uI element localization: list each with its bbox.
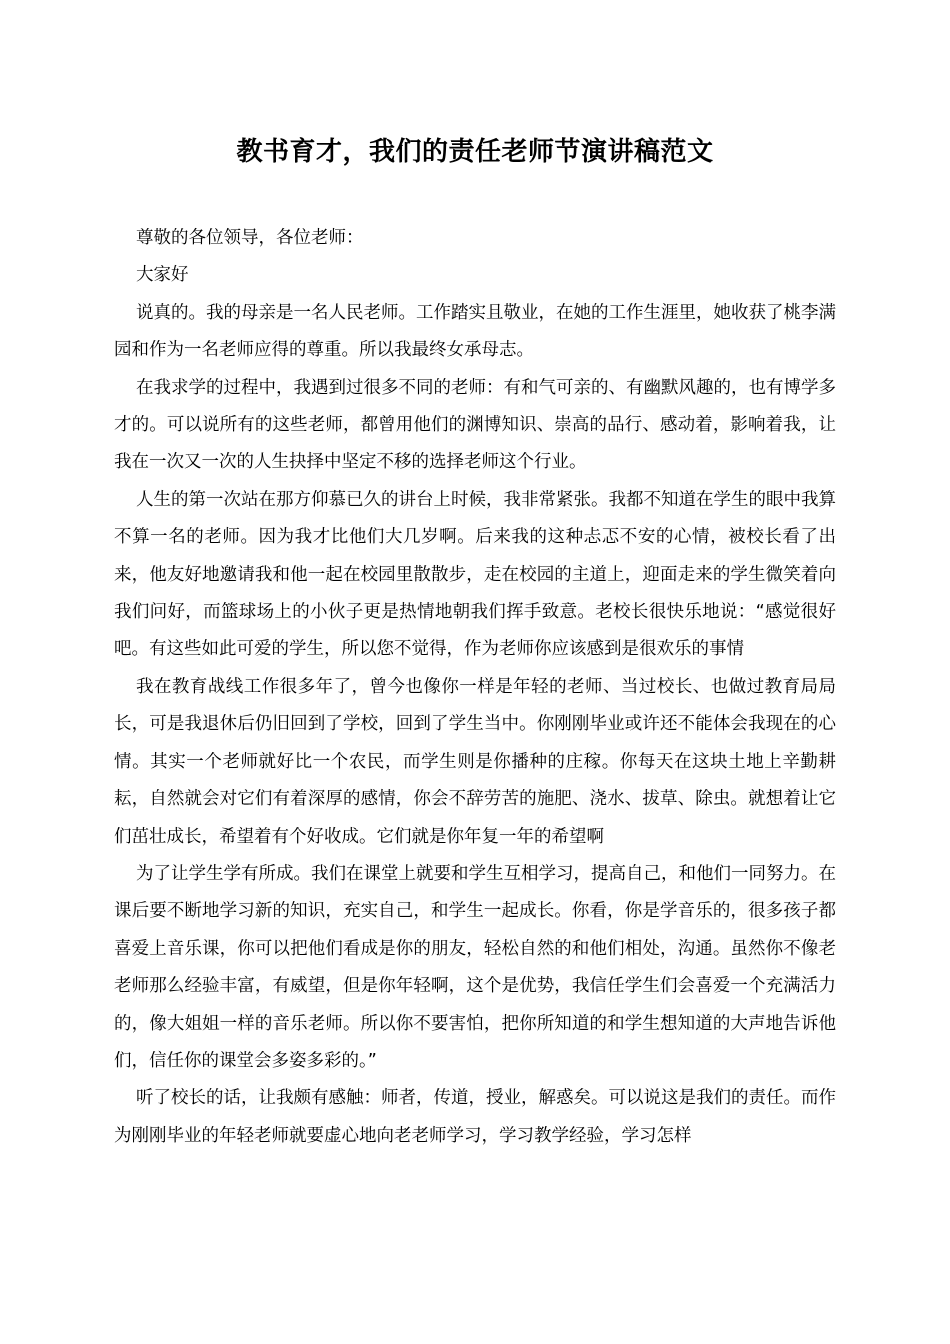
document-title: 教书育才，我们的责任老师节演讲稿范文 <box>236 137 714 167</box>
body-paragraph: 在我求学的过程中，我遇到过很多不同的老师：有和气可亲的、有幽默风趣的，也有博学多才的。可以说所有的这些老师，都曾用他们的渊博知识、崇高的品行、感动着，影响着我，让我在一次又一次的人生抉择中坚定不移的选择老师这个行业。 <box>114 377 836 473</box>
body-paragraph: 听了校长的话，让我颇有感触：师者，传道，授业，解惑矣。可以说这是我们的责任。而作为刚刚毕业的年轻老师就要虚心地向老老师学习，学习教学经验，学习怎样 <box>114 1088 836 1146</box>
body-paragraph: 我在教育战线工作很多年了，曾今也像你一样是年轻的老师、当过校长、也做过教育局局长，可是我退休后仍旧回到了学校，回到了学生当中。你刚刚毕业或许还不能体会我现在的心情。其实一个老师就好比一个农民，而学生则是你播种的庄稼。你每天在这块土地上辛勤耕耘，自然就会对它们有着深厚的感情，你会不辞劳苦的施肥、浇水、拔草、除虫。就想着让它们茁壮成长，希望着有个好收成。它们就是你年复一年的希望啊 <box>114 676 836 847</box>
body-paragraph: 人生的第一次站在那方仰慕已久的讲台上时候，我非常紧张。我都不知道在学生的眼中我算不算一名的老师。因为我才比他们大几岁啊。后来我的这种忐忑不安的心情，被校长看了出来，他友好地邀请我和他一起在校园里散散步，走在校园的主道上，迎面走来的学生微笑着向我们问好，而篮球场上的小伙子更是热情地朝我们挥手致意。老校长很快乐地说：“感觉很好吧。有这些如此可爱的学生，所以您不觉得，作为老师你应该感到是很欢乐的事情 <box>114 489 836 660</box>
salutation-paragraph: 尊敬的各位领导，各位老师： <box>136 228 364 248</box>
body-paragraph: 为了让学生学有所成。我们在课堂上就要和学生互相学习，提高自己，和他们一同努力。在课后要不断地学习新的知识，充实自己，和学生一起成长。你看，你是学音乐的，很多孩子都喜爱上音乐课，你可以把他们看成是你的朋友，轻松自然的和他们相处，沟通。虽然你不像老老师那么经验丰富，有威望，但是你年轻啊，这个是优势，我信任学生们会喜爱一个充满活力的，像大姐姐一样的音乐老师。所以你不要害怕，把你所知道的和学生想知道的大声地告诉他们，信任你的课堂会多姿多彩的。” <box>114 863 836 1071</box>
body-paragraph: 说真的。我的母亲是一名人民老师。工作踏实且敬业，在她的工作生涯里，她收获了桃李满园和作为一名老师应得的尊重。所以我最终女承母志。 <box>114 302 836 361</box>
document-body <box>114 220 836 1155</box>
greeting-paragraph: 大家好 <box>136 265 189 286</box>
